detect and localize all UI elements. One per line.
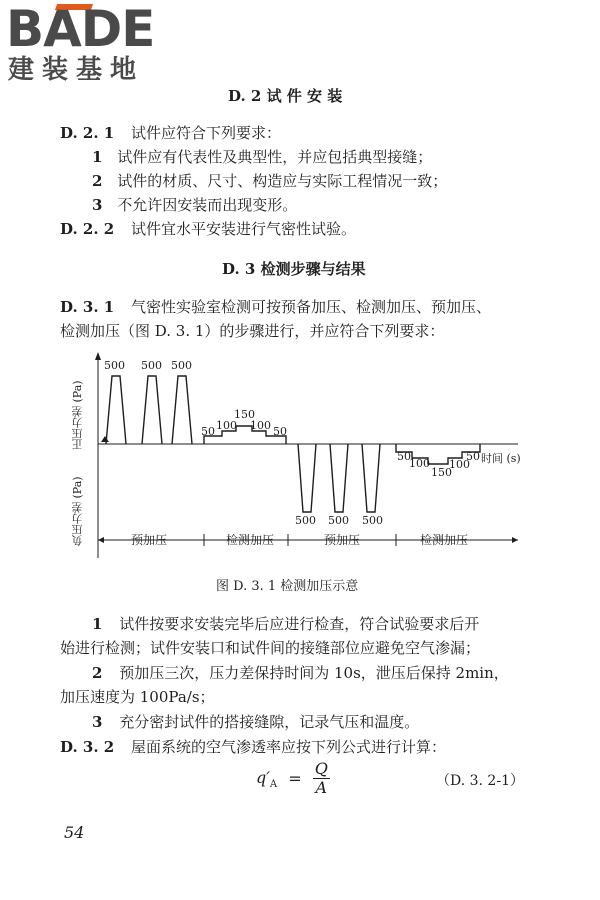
formula-label: （D. 3. 2-1） [436,773,524,789]
clause-d32 [60,736,446,757]
negative-pulse-1 [298,444,316,512]
section-heading-d3: D. 3 检测步骤与结果 [222,260,366,278]
formula-numerator: Q [314,759,328,778]
logo-word: BADE [6,0,155,58]
neg-step-label: 150 [431,466,452,479]
list-item [92,194,297,215]
step-item-2-line2: 加压速度为 100Pa/s； [60,688,215,706]
item-number: 3 [92,713,103,731]
phase-label: 检测加压 [226,533,275,547]
pos-step-label: 150 [234,408,255,421]
figure-caption: 图 D. 3. 1 检测加压示意 [216,579,359,594]
formula-subscript: A [269,779,278,791]
clause-number: D. 2. 2 [60,220,115,238]
positive-pulse-1 [106,376,126,444]
pos-step-label: 50 [201,425,215,438]
y-axis-arrow [95,352,101,360]
list-item [92,146,432,167]
negative-pulse-3 [362,444,380,512]
clause-number: D. 2. 1 [60,124,115,142]
item-text: 试件按要求安装完毕后应进行检查，符合试验要求后开 [119,615,480,633]
item-text: 预加压三次，压力差保持时间为 10s，泄压后保持 2min， [119,664,509,682]
clause-number: D. 3. 2 [60,738,115,756]
bade-logo [6,0,186,86]
phase-axis-arrow-right [512,537,518,543]
formula-denominator: A [315,778,328,797]
origin-marker [101,436,109,442]
neg-pulse-label: 500 [295,514,316,527]
item-text: 充分密封试件的搭接缝隙，记录气压和温度。 [119,713,420,731]
pos-step-label: 100 [216,419,237,432]
clause-d31-line2: 检测加压（图 D. 3. 1）的步骤进行，并应符合下列要求： [60,322,445,340]
formula-d321 [256,760,330,797]
y-label-negative: 负压力差 (Pa) [71,476,84,546]
clause-text: 屋面系统的空气渗透率应按下列公式进行计算： [131,738,447,756]
clause-number: D. 3. 1 [60,298,115,316]
formula-lhs: q′ [256,768,270,787]
clause-d22 [60,218,356,239]
phase-label: 检测加压 [420,533,469,547]
pos-pulse-label: 500 [104,359,125,372]
x-axis-label: 时间 (s) [481,452,521,465]
item-number: 3 [92,196,103,214]
pos-pulse-label: 500 [171,359,192,372]
page-number: 54 [64,823,85,842]
clause-d21 [60,122,281,143]
clause-d31 [60,296,491,317]
step-item-1-line2: 始进行检测；试件安装口和试件间的接缝部位应避免空气渗漏； [60,639,481,657]
clause-text-line1: 气密性实验室检测可按预备加压、检测加压、预加压、 [131,298,492,316]
negative-pulse-2 [330,444,348,512]
neg-pulse-label: 500 [362,514,383,527]
neg-pulse-label: 500 [328,514,349,527]
pos-pulse-label: 500 [141,359,162,372]
item-number: 2 [92,172,103,190]
pos-step-label: 50 [273,425,287,438]
neg-step-label: 50 [466,450,480,463]
logo-subtitle: 建装基地 [8,55,145,85]
item-text: 试件应有代表性及典型性，并应包括典型接缝； [117,148,433,166]
clause-text: 试件宜水平安装进行气密性试验。 [131,220,357,238]
positive-pulse-3 [172,376,192,444]
section-heading-d2: D. 2 试 件 安 装 [228,87,343,105]
y-label-positive: 正压力差 (Pa) [71,380,84,450]
item-number: 1 [92,615,103,633]
item-text: 试件的材质、尺寸、构造应与实际工程情况一致； [117,172,448,190]
item-text: 不允许因安装而出现变形。 [117,196,298,214]
pos-step-label: 100 [250,419,271,432]
phase-axis-arrow-left [98,537,104,543]
item-number: 2 [92,664,103,682]
item-number: 1 [92,148,103,166]
step-item-2 [92,662,509,683]
chart-group [95,352,518,558]
neg-step-label: 100 [409,457,430,470]
step-item-3 [92,711,419,732]
clause-text: 试件应符合下列要求： [131,124,282,142]
neg-step-label: 50 [397,450,411,463]
neg-step-label: 100 [449,458,470,471]
formula-fraction [313,760,330,797]
phase-label: 预加压 [324,533,361,547]
positive-pulse-2 [142,376,162,444]
list-item [92,170,447,191]
formula-equals: = [288,769,302,788]
step-item-1 [92,613,479,634]
phase-label: 预加压 [131,533,168,547]
